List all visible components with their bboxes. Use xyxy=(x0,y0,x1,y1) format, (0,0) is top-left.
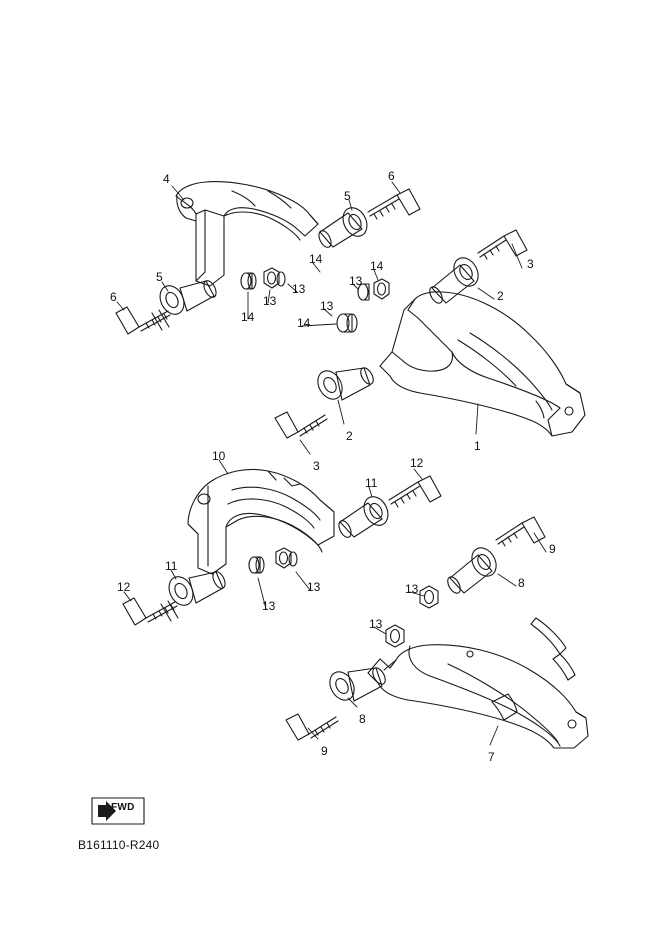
callout-10: 10 xyxy=(212,449,226,463)
callout-14b: 14 xyxy=(241,310,255,324)
washer-nut-group-lower-left xyxy=(249,548,297,573)
bolt-right-lower-left-arm xyxy=(389,476,441,507)
nut-left-lower-right-arm xyxy=(386,625,404,647)
callout-7: 7 xyxy=(488,750,495,764)
bushing-left-lower-left-arm xyxy=(161,570,228,621)
callout-14a: 14 xyxy=(309,252,323,266)
bushing-right-upper xyxy=(316,204,371,250)
bolt-upper-lower-right-arm xyxy=(496,517,545,546)
callout-13e: 13 xyxy=(405,582,419,596)
callout-8a: 8 xyxy=(518,576,525,590)
fwd-direction-label: FWD xyxy=(111,802,135,813)
callout-2a: 2 xyxy=(497,289,504,303)
callout-2b: 2 xyxy=(346,429,353,443)
callout-14d: 14 xyxy=(297,316,311,330)
lower-right-arm xyxy=(368,618,588,748)
callout-3a: 3 xyxy=(527,257,534,271)
callout-14c: 14 xyxy=(370,259,384,273)
callout-6a: 6 xyxy=(388,169,395,183)
callout-13a: 13 xyxy=(292,282,306,296)
bushing-upper-right xyxy=(427,254,483,306)
part-code-label: B161110-R240 xyxy=(78,838,160,852)
callout-4: 4 xyxy=(163,172,170,186)
bolt-lower-left-upper-arm xyxy=(275,412,327,438)
callout-13f: 13 xyxy=(307,580,321,594)
bolt-right-upper xyxy=(368,189,420,219)
callout-9b: 9 xyxy=(321,744,328,758)
callout-13b: 13 xyxy=(263,294,277,308)
callout-11a: 11 xyxy=(365,476,378,490)
callout-9a: 9 xyxy=(549,542,556,556)
callout-13g: 13 xyxy=(262,599,276,613)
callout-6b: 6 xyxy=(110,290,117,304)
upper-right-arm xyxy=(380,289,585,436)
callout-5b: 5 xyxy=(156,270,163,284)
bolt-upper-right xyxy=(478,230,527,259)
callout-13d: 13 xyxy=(320,299,334,313)
callout-8b: 8 xyxy=(359,712,366,726)
callout-1: 1 xyxy=(474,439,481,453)
bushing-lower-lower-right-arm xyxy=(325,666,388,705)
callout-12a: 12 xyxy=(410,456,424,470)
callout-3b: 3 xyxy=(313,459,320,473)
washer-nut-group-mid xyxy=(337,279,389,332)
bushing-right-lower-left-arm xyxy=(336,493,392,540)
washer-nut-group-left xyxy=(241,268,285,289)
bushing-lower-left-upper-arm xyxy=(313,366,376,404)
callout-13c: 13 xyxy=(349,274,363,288)
lower-left-arm xyxy=(188,469,334,574)
callout-13h: 13 xyxy=(369,617,383,631)
bushing-upper-lower-right-arm xyxy=(445,544,501,596)
bushing-left-upper xyxy=(152,279,219,330)
callout-12b: 12 xyxy=(117,580,131,594)
callout-5a: 5 xyxy=(344,189,351,203)
bolt-lower-lower-right-arm xyxy=(286,714,338,740)
callout-11b: 11 xyxy=(165,559,178,573)
nut-upper-left-lower-right-arm xyxy=(420,586,438,608)
upper-left-arm xyxy=(176,182,318,286)
leader-lines xyxy=(117,182,546,745)
